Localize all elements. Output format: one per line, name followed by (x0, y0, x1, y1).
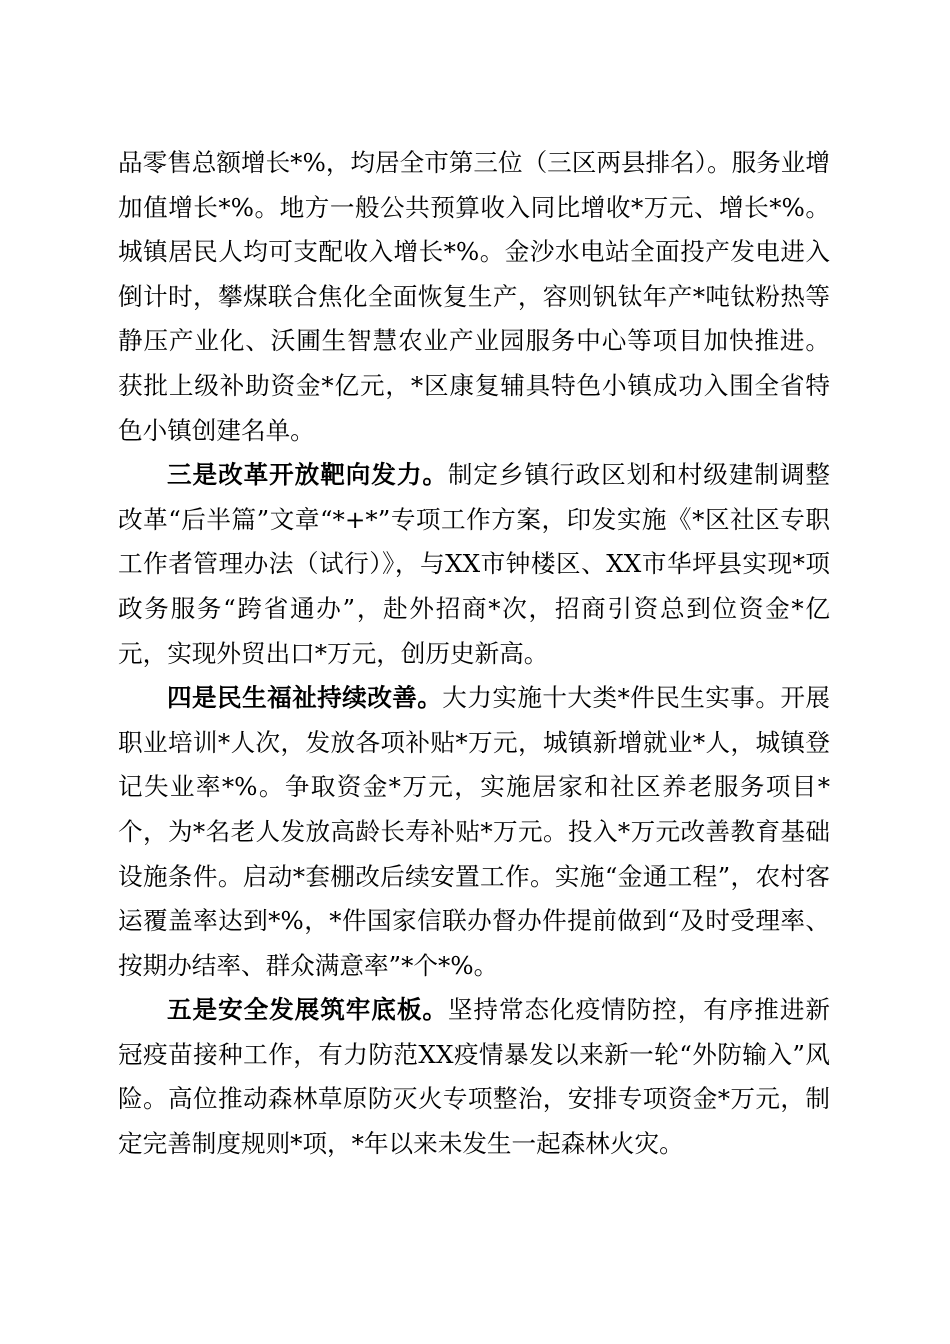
paragraph-livelihood (118, 676, 830, 988)
document-body (118, 141, 830, 1167)
paragraph-lead: 三是改革开放靶向发力。 (167, 460, 448, 490)
paragraph-text: 大力实施十大类*件民生实事。开展职业培训*人次，发放各项补贴*万元，城镇新增就业*人，城镇登记失业率*%。争取资金*万元，实施居家和社区养老服务项目*个，为*名老人发放高龄长寿补贴*万元。投入*万元改善教育基础设施条件。启动*套棚改后续安置工作。实施“金通工程”，农村客运覆盖率达到*%，*件国家信联办督办件提前做到“及时受理率、按期办结率、群众满意率”*个*%。 (118, 683, 830, 980)
paragraph-text: 坚持常态化疫情防控，有序推进新冠疫苗接种工作，有力防范XX疫情暴发以来新一轮“外防输入”风险。高位推动森林草原防灭火专项整治，安排专项资金*万元，制定完善制度规则*项，*年以来未发生一起森林火灾。 (118, 995, 830, 1159)
paragraph-reform-opening (118, 453, 830, 676)
paragraph-text: 品零售总额增长*%，均居全市第三位（三区两县排名）。服务业增加值增长*%。地方一般公共预算收入同比增收*万元、增长*%。城镇居民人均可支配收入增长*%。金沙水电站全面投产发电进入倒计时，攀煤联合焦化全面恢复生产，容则钒钛年产*吨钛粉热等静压产业化、沃圃生智慧农业产业园服务中心等项目加快推进。获批上级补助资金*亿元，*区康复辅具特色小镇成功入围全省特色小镇创建名单。 (118, 148, 830, 445)
paragraph-lead: 四是民生福祉持续改善。 (167, 683, 443, 713)
paragraph-safety (118, 988, 830, 1166)
paragraph-lead: 五是安全发展筑牢底板。 (167, 995, 448, 1025)
paragraph-text: 制定乡镇行政区划和村级建制调整改革“后半篇”文章“*+*”专项工作方案，印发实施《*区社区专职工作者管理办法（试行）》，与XX市钟楼区、XX市华坪县实现*项政务服务“跨省通办”，赴外招商*次，招商引资总到位资金*亿元，实现外贸出口*万元，创历史新高。 (118, 460, 830, 668)
paragraph-continuation (118, 141, 830, 453)
